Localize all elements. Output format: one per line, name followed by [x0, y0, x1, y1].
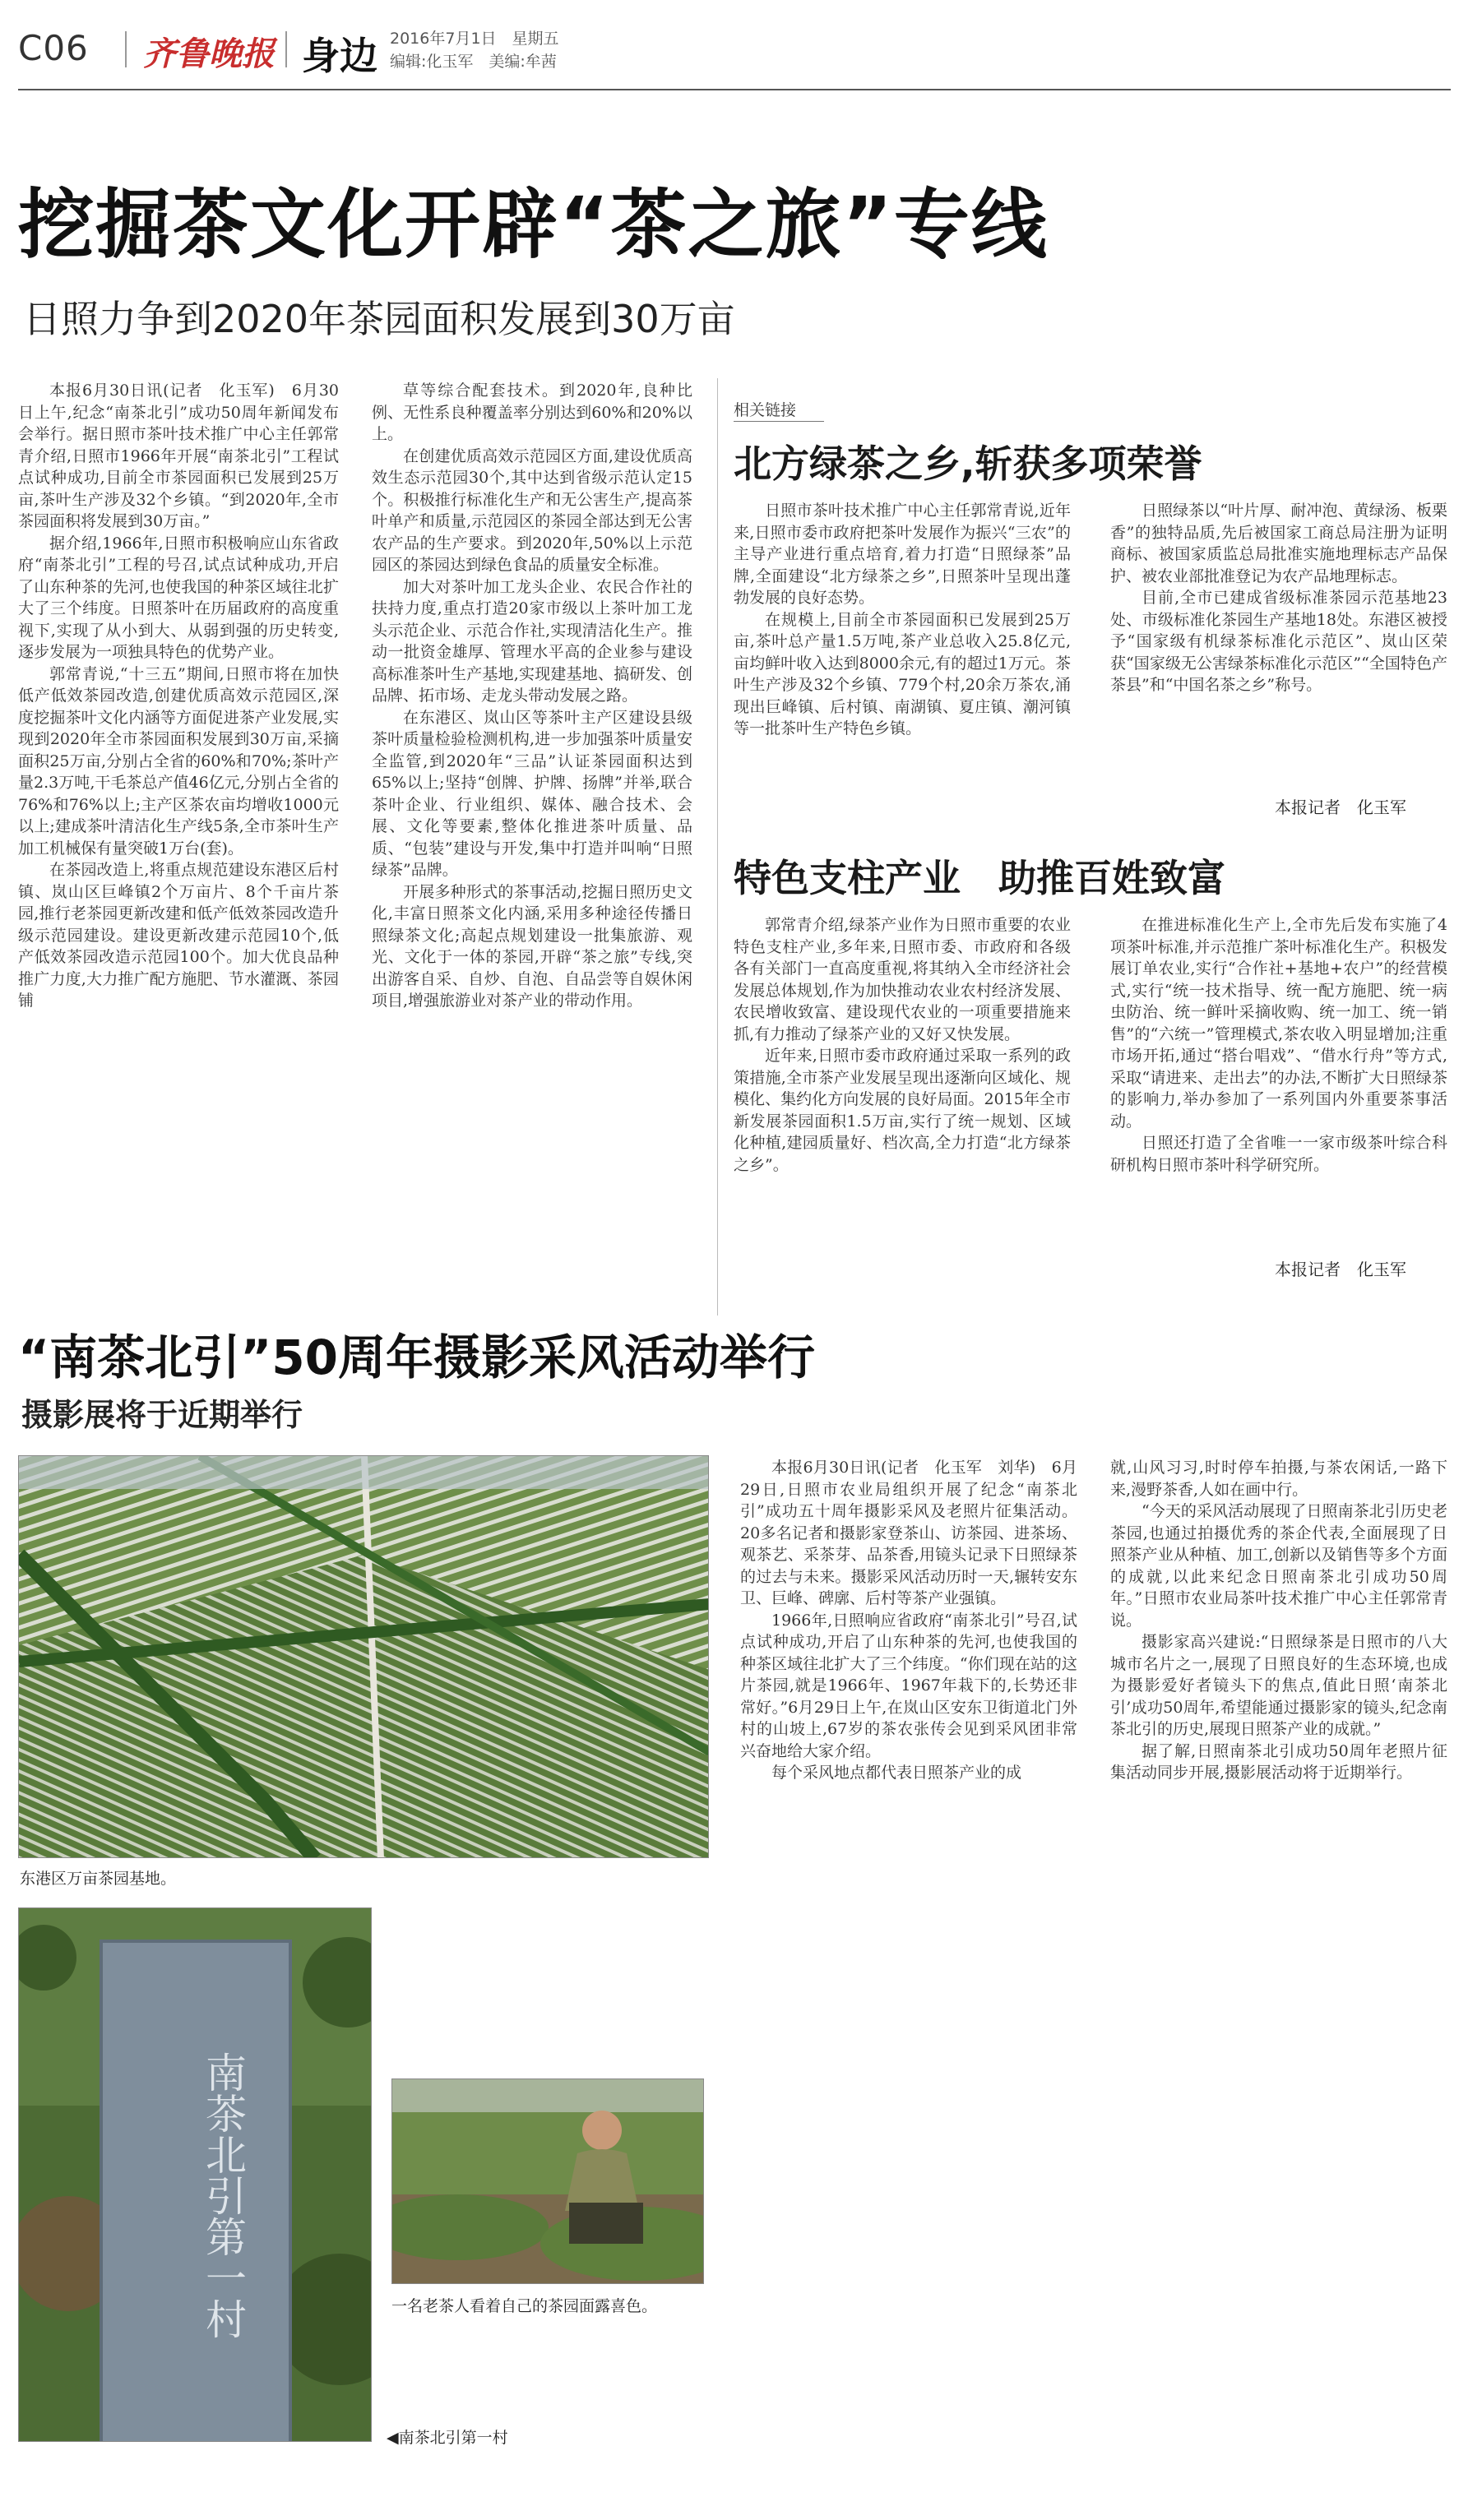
related-headline-1: 北方绿茶之乡,斩获多项荣誉 — [734, 442, 1202, 486]
paragraph: 在推进标准化生产上,全市先后发布实施了4项茶叶标准,并示范推广茶叶标准化生产。积极发展订单农业,实行“合作社+基地+农户”的经营模式,实行“统一技术指导、统一配方施肥、统一病虫防治、统一鲜叶采摘收购、统一加工、统一销售”的“六统一”管理模式,茶农收入明显增加;注重市场开拓,通过“搭台唱戏”、“借水行舟”等方式,采取“请进来、走出去”的办法,不断扩大日照绿茶的影响力,举办参加了一系列国内外重要茶事活动。 — [1110, 916, 1447, 1131]
related-1-byline: 本报记者 化玉军 — [1275, 798, 1406, 817]
header-divider — [285, 31, 287, 67]
paragraph: 就,山风习习,时时停车拍摄,与茶农闲话,一路下来,漫野茶香,人如在画中行。 — [1110, 1459, 1447, 1499]
paragraph: 日照绿茶以“叶片厚、耐冲泡、黄绿汤、板栗香”的独特品质,先后被国家工商总局注册为证明商标、被国家质监总局批准实施地理标志产品保护、被农业部批准登记为农产品地理标志。 — [1110, 502, 1447, 585]
related-2-column-left — [734, 914, 1071, 1317]
related-links-label: 相关链接 — [734, 401, 797, 419]
tea-field-photo — [18, 1455, 709, 1858]
related-headline-2: 特色支柱产业 助推百姓致富 — [734, 856, 1225, 900]
main-column-2 — [372, 380, 692, 1315]
paragraph: “今天的采风活动展现了日照南茶北引历史老茶园,也通过拍摄优秀的茶企代表,全面展现了日照茶产业从种植、加工,创新以及销售等多个方面的成就,以此来纪念日照南茶北引成功50周年。”日照市农业局茶叶技术推广中心主任郭常青说。 — [1110, 1502, 1447, 1630]
paragraph: 日照市茶叶技术推广中心主任郭常青说,近年来,日照市委市政府把茶叶发展作为振兴“三农”的主导产业进行重点培育,着力打造“日照绿茶”品牌,全面建设“北方绿茶之乡”,日照茶叶呈现出蓬勃发展的良好态势。 — [734, 502, 1071, 607]
paragraph: 1966年,日照响应省政府“南茶北引”号召,试点试种成功,开启了山东种茶的先河,也使我国的种茶区域往北扩大了三个纬度。“你们现在站的这片茶园,就是1966年、1967年栽下的,长势还非常好。”6月29日上午,在岚山区安东卫街道北门外村的山坡上,67岁的茶农张传会见到采风团非常兴奋地给大家介绍。 — [740, 1611, 1077, 1760]
monument-caption: ◀南茶北引第一村 — [387, 2429, 508, 2447]
tea-farmer-caption: 一名老茶人看着自己的茶园面露喜色。 — [391, 2297, 658, 2315]
related-label-rule — [734, 421, 824, 422]
newspaper-logo: 齐鲁晚报 — [143, 35, 275, 73]
second-headline: “南茶北引”50周年摄影采风活动举行 — [18, 1329, 815, 1385]
related-1-column-left — [734, 500, 1071, 845]
second-column-1 — [740, 1457, 1077, 1917]
header-rule — [18, 89, 1451, 90]
monument-inscription: 南茶北引第一村 — [199, 2051, 247, 2339]
paragraph: 草等综合配套技术。到2020年,良种比例、无性系良种覆盖率分别达到60%和20%以上。 — [372, 381, 692, 443]
paragraph: 本报6月30日讯(记者 化玉军 刘华) 6月29日,日照市农业局组织开展了纪念“南茶北引”成功五十周年摄影采风及老照片征集活动。20多名记者和摄影家登茶山、访茶园、进茶场、观茶艺、采茶芽、品茶香,用镜头记录下日照绿茶的过去与未来。摄影采风活动历时一天,辗转安东卫、巨峰、碑廓、后村等茶产业强镇。 — [740, 1459, 1077, 1607]
header-divider — [125, 31, 127, 67]
paragraph: 据了解,日照南茶北引成功50周年老照片征集活动同步开展,摄影展活动将于近期举行。 — [1110, 1741, 1447, 1782]
main-subhead: 日照力争到2020年茶园面积发展到30万亩 — [23, 297, 735, 341]
second-column-2 — [1110, 1457, 1447, 1917]
editor-credits: 编辑:化玉军 美编:牟茜 — [390, 53, 557, 71]
main-headline: 挖掘茶文化开辟“茶之旅”专线 — [18, 181, 1049, 269]
paragraph: 在规模上,目前全市茶园面积已发展到25万亩,茶叶总产量1.5万吨,茶产业总收入25.8亿元,亩均鲜叶收入达到8000余元,有的超过1万元。茶叶生产涉及32个乡镇、779个村,20余万茶农,涌现出巨峰镇、后村镇、南湖镇、夏庄镇、潮河镇等一批茶叶生产特色乡镇。 — [734, 610, 1071, 738]
issue-date: 2016年7月1日 星期五 — [390, 30, 559, 48]
paragraph: 在茶园改造上,将重点规范建设东港区后村镇、岚山区巨峰镇2个万亩片、8个千亩片茶园,推行老茶园更新改建和低产低效茶园改造升级示范园建设。建设更新改建示范园10个,低产低效茶园改造示范园100个。加大优良品种推广力度,大力推广配方施肥、节水灌溉、茶园铺 — [18, 861, 339, 1010]
tea-field-image — [19, 1456, 709, 1858]
paragraph: 加大对茶叶加工龙头企业、农民合作社的扶持力度,重点打造20家市级以上茶叶加工龙头示范企业、示范合作社,实现清洁化生产。推动一批资金雄厚、管理水平高的企业参与建设高标准茶叶生产基地,实现建基地、搞研发、创品牌、拓市场、走龙头带动发展之路。 — [372, 577, 692, 705]
page-number: C06 — [18, 28, 89, 68]
page-header — [18, 16, 1449, 82]
tea-farmer-image — [392, 2079, 704, 2284]
tea-field-caption: 东港区万亩茶园基地。 — [20, 1870, 177, 1888]
related-2-column-right — [1110, 914, 1447, 1276]
second-subhead: 摄影展将于近期举行 — [21, 1397, 303, 1433]
related-1-column-right — [1110, 500, 1447, 796]
paragraph: 郭常青介绍,绿茶产业作为日照市重要的农业特色支柱产业,多年来,日照市委、市政府和各级各有关部门一直高度重视,将其纳入全市经济社会发展总体规划,作为加快推动农业农村经济发展、农民增收致富、建设现代农业的一项重要措施来抓,有力推动了绿茶产业的又好又快发展。 — [734, 916, 1071, 1043]
section-name: 身边 — [302, 34, 377, 78]
paragraph: 本报6月30日讯(记者 化玉军) 6月30日上午,纪念“南茶北引”成功50周年新闻发布会举行。据日照市茶叶技术推广中心主任郭常青介绍,日照市1966年开展“南茶北引”工程试点试种成功,目前全市茶园面积已发展到25万亩,茶叶生产涉及32个乡镇。“到2020年,全市茶园面积将发展到30万亩。” — [18, 381, 339, 530]
tea-farmer-photo — [391, 2078, 704, 2284]
paragraph: 近年来,日照市委市政府通过采取一系列的政策措施,全市茶产业发展呈现出逐渐向区域化、规模化、集约化方向发展的良好局面。2015年全市新发展茶园面积1.5万亩,实行了统一规划、区域化种植,建园质量好、档次高,全力打造“北方绿茶之乡”。 — [734, 1047, 1071, 1174]
paragraph: 郭常青说,“十三五”期间,日照市将在加快低产低效茶园改造,创建优质高效示范园区,深度挖掘茶叶文化内涵等方面促进茶产业发展,实现到2020年全市茶园面积发展到30万亩,采摘面积25万亩,分别占全省的60%和70%;茶叶产量2.3万吨,干毛茶总产值46亿元,分别占全省的76%和76%以上;主产区茶农亩均增收1000元以上;建成茶叶清洁化生产线5条,全市茶叶生产加工机械保有量突破1万台(套)。 — [18, 664, 339, 858]
paragraph: 在东港区、岚山区等茶叶主产区建设县级茶叶质量检验检测机构,进一步加强茶叶质量安全监管,到2020年“三品”认证茶园面积达到65%以上;坚持“创牌、护牌、扬牌”并举,联合茶叶企业、行业组织、媒体、融合技术、会展、文化等要素,整体化推进茶叶质量、品质、“包装”建设与开发,集中打造并叫响“日照绿茶”品牌。 — [372, 708, 692, 879]
paragraph: 据介绍,1966年,日照市积极响应山东省政府“南茶北引”工程的号召,试点试种成功,开启了山东种茶的先河,也使我国的种茶区域往北扩大了三个纬度。日照茶叶在历届政府的高度重视下,实现了从小到大、从弱到强的历史转变,逐步发展为一项独具特色的优势产业。 — [18, 534, 339, 661]
paragraph: 日照还打造了全省唯一一家市级茶叶综合科研机构日照市茶叶科学研究所。 — [1110, 1134, 1447, 1174]
paragraph: 摄影家高兴建说:“日照绿茶是日照市的八大城市名片之一,展现了日照良好的生态环境,也成为摄影爱好者镜头下的焦点,值此日照‘南茶北引’成功50周年,希望能通过摄影家的镜头,纪念南茶北引的历史,展现日照茶产业的成就。” — [1110, 1633, 1447, 1738]
paragraph: 在创建优质高效示范园区方面,建设优质高效生态示范园30个,其中达到省级示范认定15个。积极推行标准化生产和无公害生产,提高茶叶单产和质量,示范园区的茶园全部达到无公害农产品的生产要求。到2020年,50%以上示范园区的茶园达到绿色食品的质量安全标准。 — [372, 446, 692, 574]
column-divider — [717, 378, 718, 1315]
paragraph: 开展多种形式的茶事活动,挖掘日照历史文化,丰富日照茶文化内涵,采用多种途径传播日照绿茶文化;高起点规划建设一批集旅游、观光、文化于一体的茶园,开辟“茶之旅”专线,突出游客自采、自炒、自泡、自品尝等自娱休闲项目,增强旅游业对茶产业的带动作用。 — [372, 882, 692, 1010]
paragraph: 目前,全市已建成省级标准茶园示范基地23处、市级标准化茶园生产基地18处。东港区被授予“国家级有机绿茶标准化示范区”、岚山区荣获“国家级无公害绿茶标准化示范区”“全国特色产茶县”和“中国名茶之乡”称号。 — [1110, 589, 1447, 694]
related-2-byline: 本报记者 化玉军 — [1275, 1260, 1406, 1279]
paragraph: 每个采风地点都代表日照茶产业的成 — [771, 1764, 1022, 1782]
main-column-1 — [18, 380, 339, 1315]
